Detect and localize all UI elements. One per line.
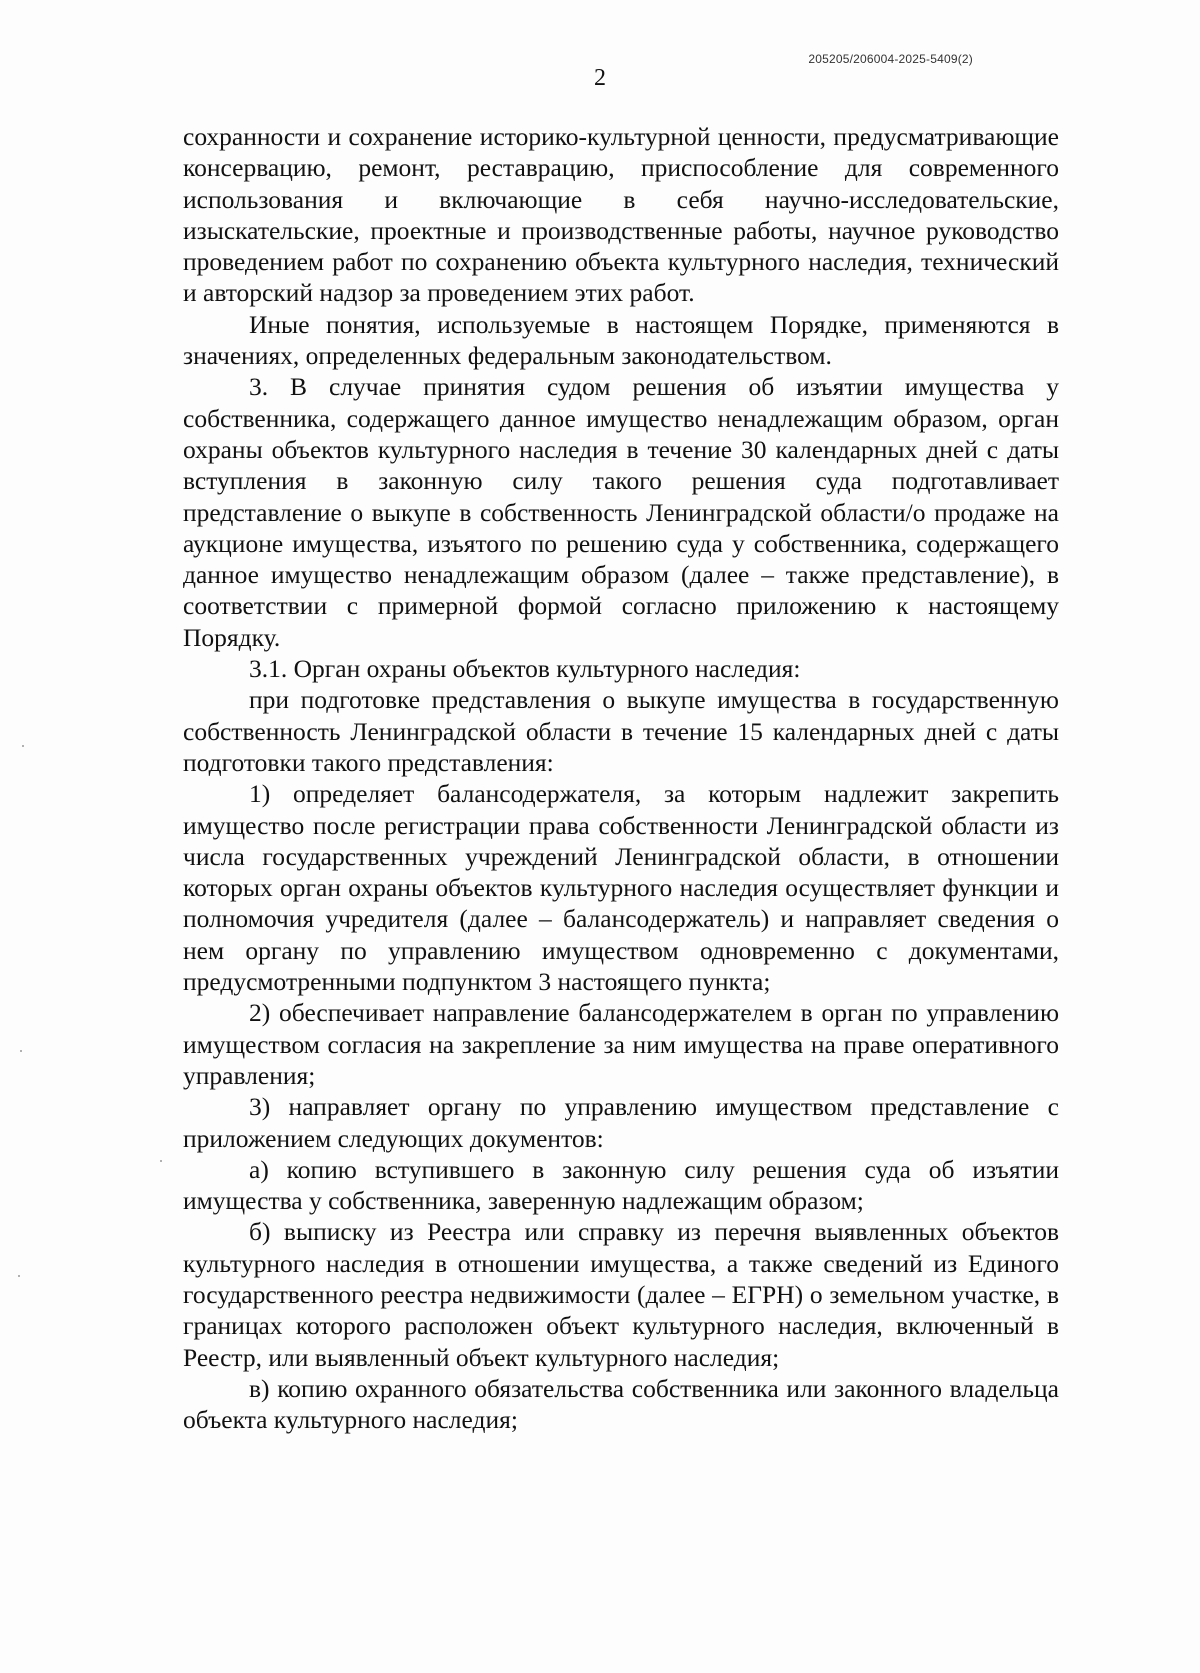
paragraph-item-3-1: 3.1. Орган охраны объектов культурного наследия: (249, 654, 801, 684)
paragraph-subitem-a: а) копию вступившего в законную силу решения суда об изъятии имущества у собственника, заверенную надлежащим образом; (183, 1154, 1059, 1216)
paragraph-definition-continued: сохранности и сохранение историко-культурной ценности, предусматривающие консервацию, ремонт, реставрацию, приспособление для современного использования и включающие в себя научно-исследовательские, изыскательские, проектные и производственные работы, научное руководство проведением работ по сохранению объекта культурного наследия, технический и авторский надзор за проведением этих работ. (183, 122, 1059, 308)
paragraph-subitem-3: 3) направляет органу по управлению имуществом представление с приложением следующих документов: (183, 1092, 1059, 1153)
scan-speck (22, 745, 24, 747)
scan-speck (160, 1160, 162, 1162)
paragraph-purchase-preparation: при подготовке представления о выкупе имущества в государственную собственность Ленинградской области в течение 15 календарных дней с даты подготовки такого представления: (183, 685, 1059, 777)
paragraph-subitem-b: б) выписку из Реестра или справку из перечня выявленных объектов культурного наследия в отношении имущества, а также сведений из Единого государственного реестра недвижимости (далее – ЕГРН) о земельном участке, в границах которого расположен объект культурного наследия, включенный в Реестр, или выявленный объект культурного наследия; (183, 1217, 1059, 1372)
scan-speck (18, 1275, 20, 1277)
paragraph-subitem-v: в) копию охранного обязательства собственника или законного владельца объекта культурного наследия; (183, 1373, 1059, 1435)
page-number: 2 (594, 65, 606, 91)
paragraph-subitem-1: 1) определяет балансодержателя, за которым надлежит закрепить имущество после регистрации права собственности Ленинградской области из числа государственных учреждений Ленинградской области, в отношении которых орган охраны объектов культурного наследия осуществляет функции и полномочия учредителя (далее – балансодержатель) и направляет сведения о нем органу по управлению имуществом одновременно с документами, предусмотренными подпунктом 3 настоящего пункта; (183, 779, 1059, 997)
document-registration-number: 205205/206004-2025-5409(2) (808, 52, 973, 66)
scan-speck (20, 1050, 22, 1052)
paragraph-item-3: 3. В случае принятия судом решения об изъятии имущества у собственника, содержащего данное имущество ненадлежащим образом, орган охраны объектов культурного наследия в течение 30 календарных дней с даты вступления в законную силу такого решения суда подготавливает представление о выкупе в собственность Ленинградской области/о продаже на аукционе имущества, изъятого по решению суда у собственника, содержащего данное имущество ненадлежащим образом (далее – также представление), в соответствии с примерной формой согласно приложению к настоящему Порядку. (183, 372, 1059, 652)
paragraph-other-concepts: Иные понятия, используемые в настоящем Порядке, применяются в значениях, определенных федеральным законодательством. (183, 309, 1059, 371)
paragraph-subitem-2: 2) обеспечивает направление балансодержателем в орган по управлению имуществом согласия на закрепление за ним имущества на праве оперативного управления; (183, 998, 1059, 1090)
document-body (183, 121, 1059, 1435)
